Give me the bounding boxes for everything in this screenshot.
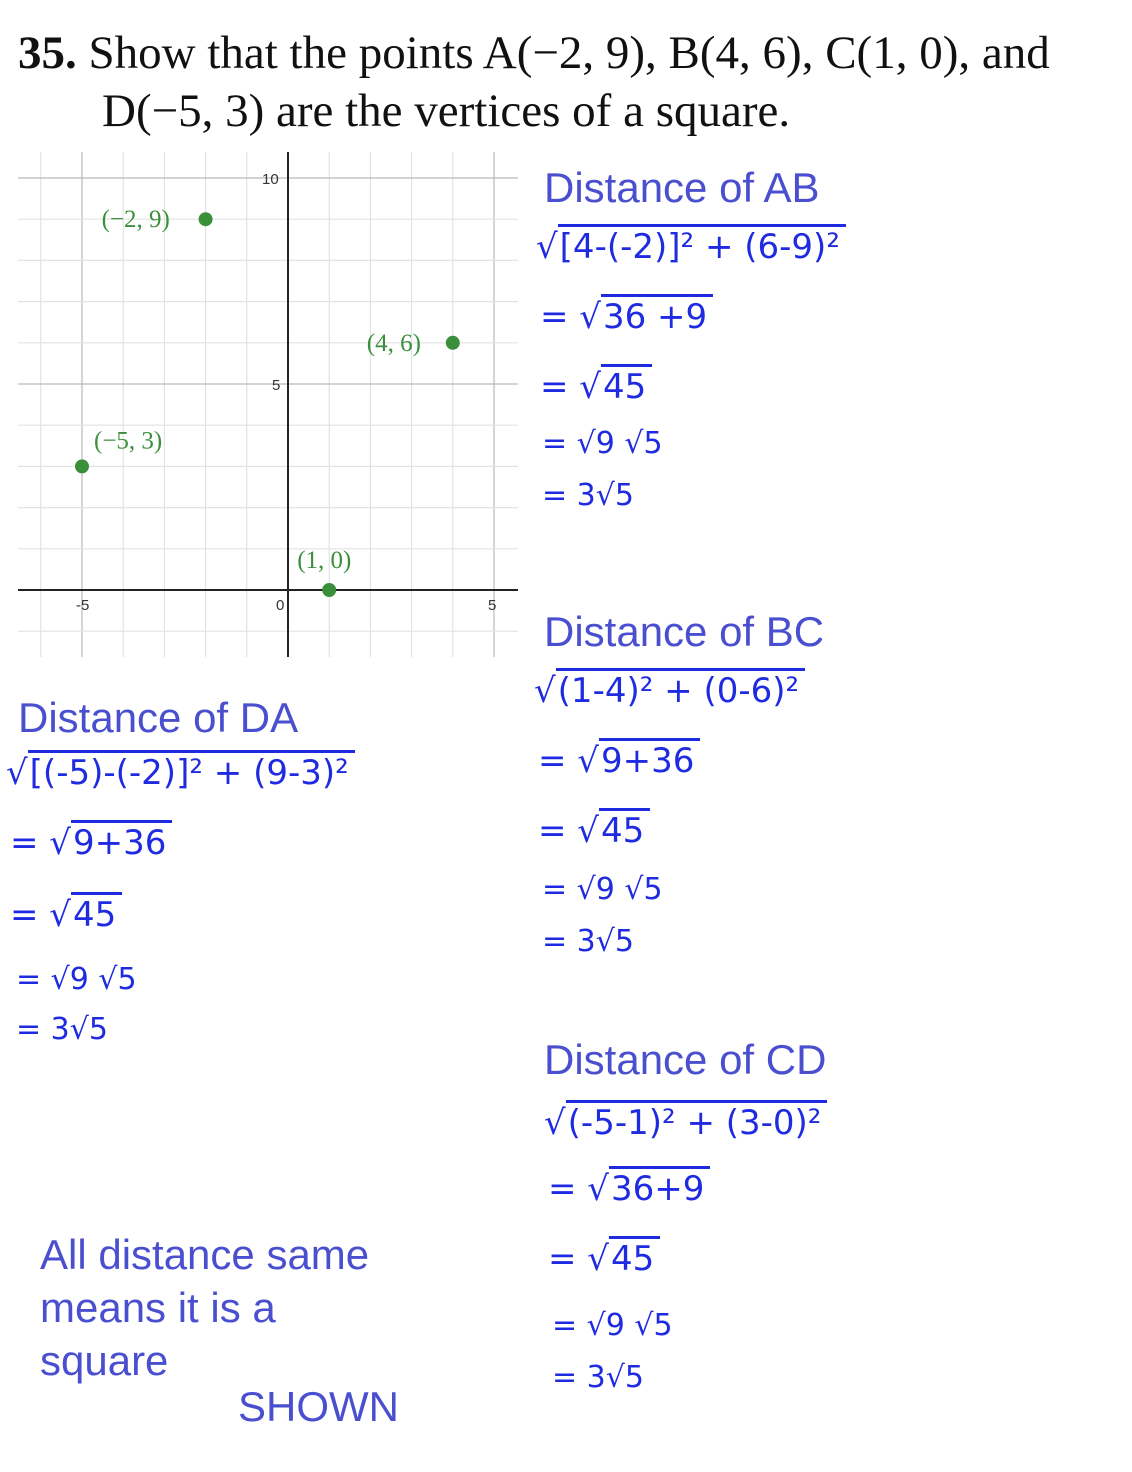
problem-line-2: D(−5, 3) are the vertices of a square.	[102, 85, 791, 137]
point-label: (4, 6)	[366, 329, 421, 357]
cd-line-1: √(-5-1)² + (3-0)²	[544, 1100, 827, 1143]
point-marker	[322, 583, 336, 597]
conclusion-line-1: All distance same	[40, 1231, 370, 1278]
bc-radicand-3: 45	[599, 808, 650, 851]
cd-radicand-1: (-5-1)² + (3-0)²	[566, 1100, 828, 1143]
heading-bc: Distance of BC	[544, 608, 825, 655]
heading-cd: Distance of CD	[544, 1036, 827, 1083]
heading-ab: Distance of AB	[544, 164, 820, 211]
bc-line-3: = √45	[538, 808, 650, 851]
ab-line-3: = √45	[540, 364, 652, 407]
tick-labels	[76, 171, 496, 614]
point-label: (−5, 3)	[94, 427, 163, 455]
ab-radicand-3: 45	[601, 364, 652, 407]
bc-radicand-1: (1-4)² + (0-6)²	[556, 668, 806, 711]
bc-line-5: = 3√5	[542, 924, 634, 959]
cd-line-3: = √45	[548, 1236, 660, 1279]
heading-da: Distance of DA	[18, 694, 299, 741]
x-tick-label: -5	[76, 597, 90, 614]
da-line-5: = 3√5	[16, 1012, 108, 1047]
x-tick-label: 5	[488, 597, 497, 614]
point-label: (−2, 9)	[101, 206, 170, 234]
ab-line-2: = √36 +9	[540, 294, 713, 337]
da-line-4: = √9 √5	[16, 962, 137, 997]
da-radicand-1: [(-5)-(-2)]² + (9-3)²	[28, 750, 355, 793]
bc-line-4: = √9 √5	[542, 872, 663, 907]
cd-radicand-2: 36+9	[609, 1166, 710, 1209]
conclusion-line-2: means it is a	[40, 1284, 276, 1331]
point-marker	[75, 459, 89, 473]
cd-line-4: = √9 √5	[552, 1308, 673, 1343]
cd-line-5: = 3√5	[552, 1360, 644, 1395]
axes	[18, 152, 518, 657]
x-tick-label: 0	[276, 597, 285, 614]
problem-statement	[18, 24, 1118, 140]
da-line-1: √[(-5)-(-2)]² + (9-3)²	[6, 750, 355, 793]
problem-number: 35.	[18, 27, 77, 79]
cd-radicand-3: 45	[609, 1236, 660, 1279]
conclusion-line-3: square	[40, 1337, 169, 1384]
points	[75, 206, 460, 597]
ab-line-1: √[4-(-2)]² + (6-9)²	[536, 224, 846, 267]
da-line-2: = √9+36	[10, 820, 172, 863]
da-radicand-2: 9+36	[71, 820, 172, 863]
y-tick-label: 10	[262, 171, 279, 188]
grid-lines	[18, 152, 518, 657]
y-tick-label: 5	[272, 377, 281, 394]
ab-line-4: = √9 √5	[542, 426, 663, 461]
da-line-3: = √45	[10, 892, 122, 935]
conclusion	[40, 1228, 369, 1387]
point-label: (1, 0)	[297, 547, 352, 574]
ab-line-5: = 3√5	[542, 478, 634, 513]
shown-label: SHOWN	[238, 1383, 399, 1430]
da-radicand-3: 45	[71, 892, 122, 935]
point-marker	[199, 212, 213, 226]
problem-line-1	[18, 24, 1118, 82]
ab-radicand-1: [4-(-2)]² + (6-9)²	[558, 224, 846, 267]
bc-radicand-2: 9+36	[599, 738, 700, 781]
coordinate-graph	[18, 152, 518, 657]
ab-radicand-2: 36 +9	[601, 294, 713, 337]
cd-line-2: = √36+9	[548, 1166, 710, 1209]
bc-line-1: √(1-4)² + (0-6)²	[534, 668, 805, 711]
problem-text-1: Show that the points A(−2, 9), B(4, 6), C(1, 0), and	[88, 27, 1050, 79]
point-marker	[446, 336, 460, 350]
bc-line-2: = √9+36	[538, 738, 700, 781]
